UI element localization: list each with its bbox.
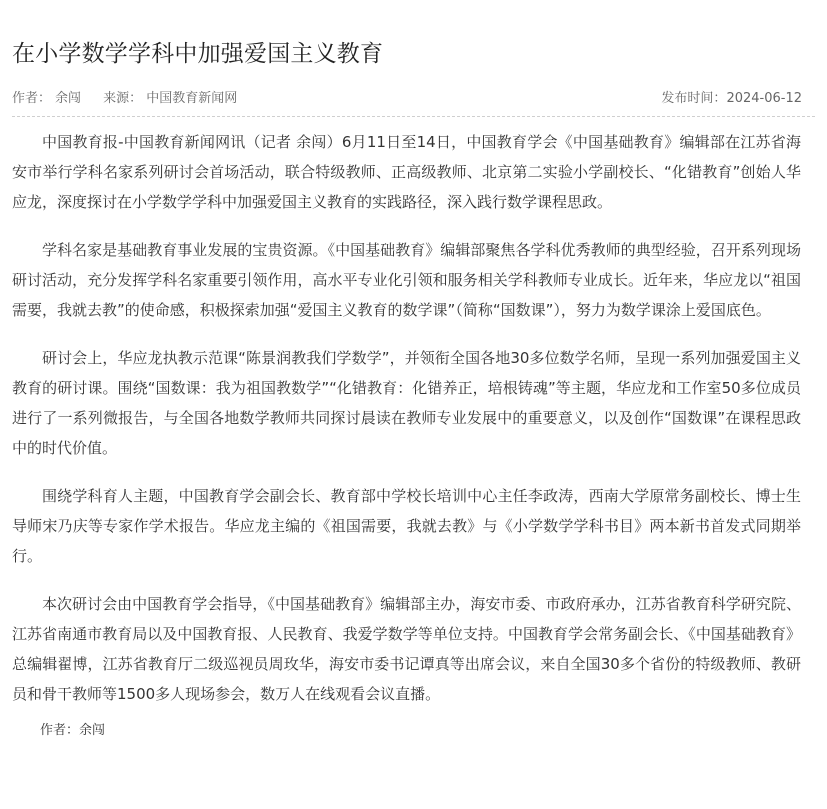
author-name: 余闯 (55, 90, 82, 106)
paragraph-5: 本次研讨会由中国教育学会指导，《中国基础教育》编辑部主办，海安市委、市政府承办，江苏省教育科学研究院、江苏省南通市教育局以及中国教育报、人民教育、我爱学数学等单位支持。中国教育学会常务副会长、《中国基础教育》总编辑翟博，江苏省教育厅二级巡视员周玫华，海安市委书记谭真等出席会议，来自全国30多个省份的特级教师、教研员和骨干教师等1500多人现场参会，数万人在线观看会议直播。 (12, 595, 801, 703)
author-label: 作者： (12, 90, 52, 106)
footer-author-name: 余闯 (79, 723, 106, 738)
meta-left (12, 87, 255, 106)
meta-divider (12, 116, 815, 117)
publish-date: 2024-06-12 (726, 90, 802, 106)
source-label: 来源： (103, 90, 143, 106)
article-title: 在小学数学学科中加强爱国主义教育 (12, 41, 384, 67)
paragraph-3: 研讨会上，华应龙执教示范课“陈景润教我们学数学”，并领衔全国各地30多位数学名师，呈现一系列加强爱国主义教育的研讨课。围绕“国数课：我为祖国教数学”“化错教育：化错养正，培根铸魂”等主题，华应龙和工作室50多位成员进行了一系列微报告，与全国各地数学教师共同探讨晨读在教师专业发展中的重要意义，以及创作“国数课”在课程思政中的时代价值。 (12, 349, 801, 457)
date-label: 发布时间： (661, 90, 727, 106)
article-body (12, 127, 815, 741)
paragraph-4: 围绕学科育人主题，中国教育学会副会长、教育部中学校长培训中心主任李政涛，西南大学原常务副校长、博士生导师宋乃庆等专家作学术报告。华应龙主编的《祖国需要，我就去教》与《小学数学学科书目》两本新书首发式同期举行。 (12, 487, 801, 565)
source-name: 中国教育新闻网 (146, 90, 238, 106)
paragraph-1: 中国教育报-中国教育新闻网讯（记者 余闯）6月11日至14日，中国教育学会《中国基础教育》编辑部在江苏省海安市举行学科名家系列研讨会首场活动，联合特级教师、正高级教师、北京第二实验小学副校长、“化错教育”创始人华应龙，深度探讨在小学数学学科中加强爱国主义教育的实践路径，深入践行数学课程思政。 (12, 133, 801, 211)
publish-time (661, 87, 802, 106)
footer-author (12, 721, 801, 741)
paragraph-2: 学科名家是基础教育事业发展的宝贵资源。《中国基础教育》编辑部聚焦各学科优秀教师的典型经验，召开系列现场研讨活动，充分发挥学科名家重要引领作用，高水平专业化引领和服务相关学科教师专业成长。近年来，华应龙以“祖国需要，我就去教”的使命感，积极探索加强“爱国主义教育的数学课”（简称“国数课”），努力为数学课涂上爱国底色。 (12, 241, 801, 319)
footer-author-label: 作者： (40, 723, 80, 738)
article-meta (12, 84, 815, 108)
